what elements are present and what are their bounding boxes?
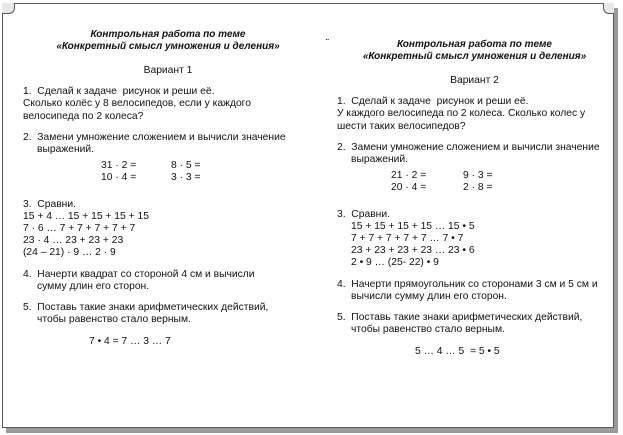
worksheet-page <box>2 3 614 428</box>
equation: 7 • 4 = 7 … 3 … 7 <box>89 336 171 348</box>
variant-1-column <box>23 29 313 349</box>
test-subtitle: «Конкретный смысл умножения и деления» <box>56 41 280 52</box>
task-1 <box>23 86 313 123</box>
task-3-line: 7 + 7 + 7 + 7 + 7 … 7 • 7 <box>351 233 464 245</box>
variant-label: Вариант 1 <box>143 65 193 76</box>
page-curl-top-right <box>603 3 614 14</box>
task-3-line: 3. Сравни. <box>337 208 390 220</box>
equation: 5 … 4 … 5 = 5 • 5 <box>415 346 500 358</box>
task-4-line: 4. Начерти квадрат со стороной 4 см и вычисли <box>23 268 255 280</box>
task-2-line: выражений. <box>351 154 408 166</box>
task-1-line: 1. Сделай к задаче рисунок и реши её. <box>23 86 215 98</box>
task-4-line: вычисли сумму длин его сторон. <box>351 290 507 302</box>
task-1-line: велосипеда по 2 колеса? <box>23 110 144 122</box>
calc-grid <box>337 170 612 194</box>
task-2-line: выражений. <box>37 144 94 156</box>
task-1-line: шести таких велосипедов? <box>337 120 466 132</box>
task-5 <box>337 312 612 336</box>
calc-expression: 8 · 5 = <box>171 160 201 172</box>
task-2 <box>23 132 313 156</box>
task-1-line: Сколько колёс у 8 велосипедов, если у каждого <box>23 98 251 110</box>
calc-expression: 3 · 3 = <box>171 172 201 184</box>
test-title: Контрольная работа по теме <box>90 29 246 40</box>
task-3-line: 15 + 4 … 15 + 15 + 15 + 15 <box>23 210 149 222</box>
task-3-line: 7 · 6 … 7 + 7 + 7 + 7 + 7 <box>23 223 136 235</box>
calc-expression: 9 · 3 = <box>463 170 493 182</box>
calc-expression: 20 · 4 = <box>391 182 427 194</box>
task-5-line: чтобы равенство стало верным. <box>37 314 191 326</box>
task-4-line: сумму длин его сторон. <box>37 280 150 292</box>
task-3 <box>23 199 313 260</box>
task-5-line: чтобы равенство стало верным. <box>351 324 505 336</box>
calc-expression: 31 · 2 = <box>101 160 137 172</box>
task-3-line: 3. Сравни. <box>23 198 76 210</box>
task-5-line: 5. Поставь такие знаки арифметических действий, <box>337 312 583 324</box>
task-5-line: 5. Поставь такие знаки арифметических действий, <box>23 302 269 314</box>
task-1-line: 1. Сделай к задаче рисунок и реши её. <box>337 96 529 108</box>
task-3-line: 2 • 9 … (25- 22) • 9 <box>351 257 439 269</box>
task-3-line: 23 + 23 + 23 + 23 … 23 • 6 <box>351 245 475 257</box>
calc-expression: 21 · 2 = <box>391 170 427 182</box>
calc-expression: 10 · 4 = <box>101 172 137 184</box>
task-3 <box>337 209 612 270</box>
variant-2-column <box>337 39 612 359</box>
task-3-line: 23 · 4 … 23 + 23 + 23 <box>23 235 124 247</box>
task-2-line: 2. Замени умножение сложением и вычисли значение <box>23 131 286 143</box>
task-4-line: 4. Начерти прямоугольник со сторонами 3 см и 5 см и <box>337 278 598 290</box>
calc-grid <box>23 160 313 184</box>
variant-label: Вариант 2 <box>450 75 499 86</box>
test-title: Контрольная работа по теме <box>397 39 552 50</box>
calc-expression: 2 · 8 = <box>463 182 493 194</box>
task-4 <box>23 269 313 293</box>
task-1-line: У каждого велосипеда по 2 колеса. Сколько колес у <box>337 108 586 120</box>
task-1 <box>337 96 612 133</box>
task-5 <box>23 302 313 326</box>
task-2 <box>337 142 612 166</box>
task-3-line: (24 – 21) · 9 … 2 · 9 <box>23 247 116 259</box>
page-curl-top-left <box>2 3 15 14</box>
test-subtitle: «Конкретный смысл умножения и деления» <box>362 51 587 62</box>
task-4 <box>337 279 612 303</box>
task-3-line: 15 + 15 + 15 + 15 … 15 • 5 <box>351 220 475 232</box>
dot-mark: .. <box>325 32 329 43</box>
task-2-line: 2. Замени умножение сложением и вычисли значение <box>337 141 600 153</box>
